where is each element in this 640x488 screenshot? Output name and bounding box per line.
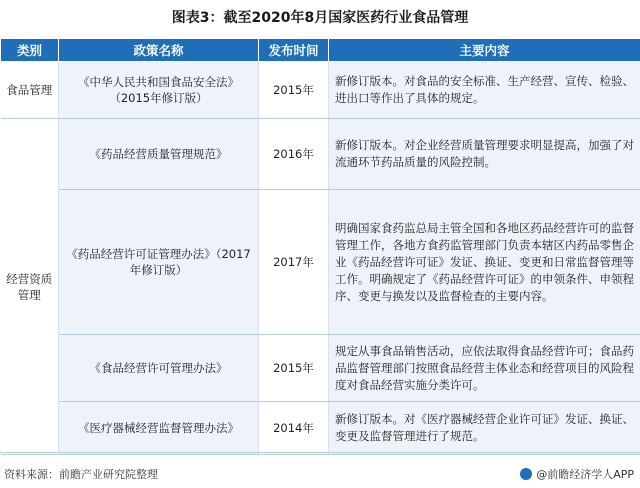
release-year-cell: 2014年 — [259, 402, 329, 455]
table-row — [1, 190, 640, 335]
category-cell-food: 食品管理 — [1, 62, 59, 119]
policy-name-cell: 《药品经营许可证管理办法》（2017年修订版） — [59, 190, 259, 335]
content-cell: 规定从事食品销售活动，应依法取得食品经营许可；食品药品监督管理部门按照食品经营主体业态和经营项目的风险程度对食品经营实施分类许可。 — [329, 335, 640, 402]
content-cell: 新修订版本。对食品的安全标准、生产经营、宣传、检验、进出口等作出了具体的规定。 — [329, 62, 640, 119]
footer — [0, 456, 640, 488]
policy-name-cell: 《食品经营许可管理办法》 — [59, 335, 259, 402]
header-policy-name: 政策名称 — [59, 39, 259, 62]
content-cell: 新修订版本。对《医疗器械经营企业许可证》发证、换证、变更及监督管理进行了规范。 — [329, 402, 640, 455]
header-category: 类别 — [1, 39, 59, 62]
header-release-date: 发布时间 — [259, 39, 329, 62]
table-row — [1, 62, 640, 119]
table-row — [1, 119, 640, 190]
release-year-cell: 2017年 — [259, 190, 329, 335]
table-header-row — [1, 39, 640, 62]
release-year-cell: 2015年 — [259, 62, 329, 119]
content-cell: 明确国家食药监总局主管全国和各地区药品经营许可的监督管理工作，各地方食药监管理部门负责本辖区内药品零售企业《药品经营许可证》发证、换证、变更和日常监督管理等工作。明确规定了《药品经营许可证》的申领条件、申领程序、变更与换发以及监督检查的主要内容。 — [329, 190, 640, 335]
brand-credit — [520, 466, 634, 482]
release-year-cell: 2015年 — [259, 335, 329, 402]
policy-name-cell: 《医疗器械经营监督管理办法》 — [59, 402, 259, 455]
header-main-content: 主要内容 — [329, 39, 640, 62]
policy-table — [0, 38, 640, 455]
source-note: 资料来源：前瞻产业研究院整理 — [4, 468, 158, 481]
footer-divider — [0, 452, 640, 453]
category-cell-business: 经营资质管理 — [1, 119, 59, 455]
policy-name-cell: 《中华人民共和国食品安全法》（2015年修订版） — [59, 62, 259, 119]
table-row — [1, 402, 640, 455]
release-year-cell: 2016年 — [259, 119, 329, 190]
page-title: 图表3：截至2020年8月国家医药行业食品管理 — [171, 10, 469, 26]
table-row — [1, 335, 640, 402]
brand-label: @前瞻经济学人APP — [536, 468, 634, 481]
content-cell: 新修订版本。对企业经营质量管理要求明显提高，加强了对流通环节药品质量的风险控制。 — [329, 119, 640, 190]
brand-logo-icon — [520, 468, 532, 480]
policy-name-cell: 《药品经营质量管理规范》 — [59, 119, 259, 190]
